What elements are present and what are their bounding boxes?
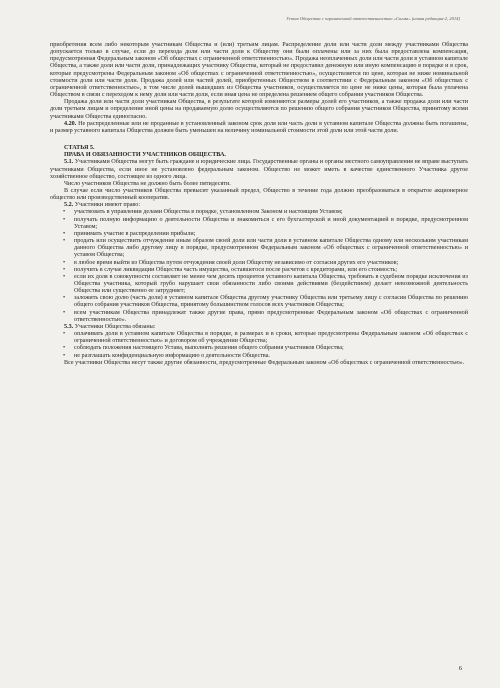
list-item: • соблюдать положения настоящего Устава, выполнять решения общего собрания участников Общества;	[50, 345, 468, 352]
list-item: • не разглашать конфиденциальную информацию о деятельности Общества.	[50, 353, 468, 360]
article-title: ПРАВА И ОБЯЗАННОСТИ УЧАСТНИКОВ ОБЩЕСТВА.	[64, 152, 226, 159]
clause-number: 5.3.	[64, 323, 74, 330]
clause-text: Не распределенные или не проданные в установленный законом срок доля или часть доли в уставном капитале Общества должны быть погашены, и размер уставного капитала Общества должен быть уменьшен на величину номинальной стоимости этой доли или этой части доли.	[50, 120, 468, 134]
clause-4-20	[50, 121, 468, 135]
article-label: СТАТЬЯ 5.	[64, 145, 95, 152]
list-item: • получать полную информацию о деятельности Общества и знакомиться с его бухгалтерской и иной документацией в порядке, предусмотренном Уставом;	[50, 217, 468, 231]
clause-text: Участники имеют право:	[74, 202, 141, 209]
clause-text: Участниками Общества могут быть граждане и юридические лица. Государственные органы и органы местного самоуправления не вправе выступать участниками Общества, если иное не установлено федеральным законом. Общество не может иметь в качестве единственного Участника другое хозяйственное общество, состоящее из одного лица.	[50, 159, 468, 180]
list-item: • оплачивать доли в уставном капитале Общества в порядке, в размерах и в сроки, которые предусмотрены Федеральным законом «Об обществах с ограниченной ответственностью» и договором об учреждении Общества;	[50, 331, 468, 345]
paragraph-excess-participants: В случае если число участников Общества превысит указанный предел, Общество в течение года должно преобразоваться в открытое акционерное общество или производственный кооператив.	[50, 187, 468, 202]
list-item: • получить в случае ликвидации Общества часть имущества, оставшегося после расчетов с кредиторами, или его стоимость;	[50, 267, 468, 274]
duties-list	[50, 331, 468, 360]
clause-number: 4.20.	[64, 120, 77, 127]
clause-number: 5.1.	[64, 159, 74, 166]
paragraph-other-duties: Все участники Общества несут также другие обязанности, предусмотренные Федеральным законом «Об обществах с ограниченной ответственностью».	[64, 359, 465, 366]
paragraph-share-distribution: приобретения всем либо некоторым участникам Общества и (или) третьим лицам. Распределение доли или части доли между участниками Общества допускается только в случае, если до перехода доли или части доли к Обществу они были оплачены или за них была предоставлена компенсация, предусмотренная Федеральным законом «Об обществах с ограниченной ответственностью». Продажа неоплаченных доли или части доли в уставном капитале Общества, а также доли или части доли, принадлежащих участнику Общества, который не предоставил денежную или иную компенсацию в порядке и в срок, которые предусмотрены Федеральным законом «Об обществах с ограниченной ответственностью», осуществляется по цене, которая не ниже номинальной стоимости доли или части доли. Продажа долей или частей долей, приобретенных Обществом в соответствии с Федеральным законом «Об обществах с ограниченной ответственностью», в том числе долей вышедших из Общества участников, осуществляется по цене не ниже цены, которая была уплачена Обществом в связи с переходом к нему доли или части доли, если иная цена не определена решением общего собрания участников Общества.	[50, 42, 468, 99]
list-item: • заложить свою долю (часть доли) в уставном капитале Общества другому участнику Общества или третьему лицу с согласия Общества по решению общего собрания участников Общества, принятому большинством голосов всех участников Общества;	[50, 295, 468, 309]
rights-list	[50, 209, 468, 324]
paragraph-share-sale: Продажа доли или части доли участникам Общества, в результате которой изменяются размеры долей его участников, а также продажа доли или части доли третьим лицам и определение иной цены на продаваемую долю осуществляются по решению общего собрания участников Общества, принятому всеми участниками Общества единогласно.	[50, 99, 468, 120]
list-item: • принимать участие в распределении прибыли;	[50, 231, 468, 238]
list-item: • продать или осуществить отчуждение иным образом своей доли или части доли в уставном капитале Общества одному или нескольким участникам данного Общества либо другому лицу в порядке, предусмотренном Федеральным законом «Об обществах с ограниченной ответственностью» и уставом Общества;	[50, 238, 468, 259]
list-item: • участвовать в управлении делами Общества в порядке, установленном Законом и настоящим Уставом;	[50, 209, 468, 216]
document-body	[50, 42, 468, 367]
spacer	[50, 135, 468, 145]
clause-number: 5.2.	[64, 202, 74, 209]
page-number: 6	[458, 665, 462, 672]
clause-text: Участники Общества обязаны:	[74, 323, 156, 330]
list-item: • всем участникам Общества принадлежат также другие права, прямо предусмотренные Федеральным законом «Об обществах с ограниченной ответственностью».	[50, 310, 468, 324]
paragraph-participant-limit: Число участников Общества не должно быть более пятидесяти.	[64, 180, 231, 187]
clause-5-1	[50, 159, 468, 180]
list-item: • если их доля в совокупности составляет не менее чем десять процентов уставного капитала Общества, требовать в судебном порядке исключения из Общества участника, который грубо нарушает свои обязанности либо своими действиями (бездействием) делает невозможной деятельность Общества или существенно ее затрудняет;	[50, 274, 468, 295]
list-item: • в любое время выйти из Общества путем отчуждения своей доли Обществу независимо от согласия других его участников;	[50, 260, 468, 267]
running-header: Устав Общества с ограниченной ответственностью «Сигма» (новая редакция-2, 2014)	[286, 16, 460, 21]
